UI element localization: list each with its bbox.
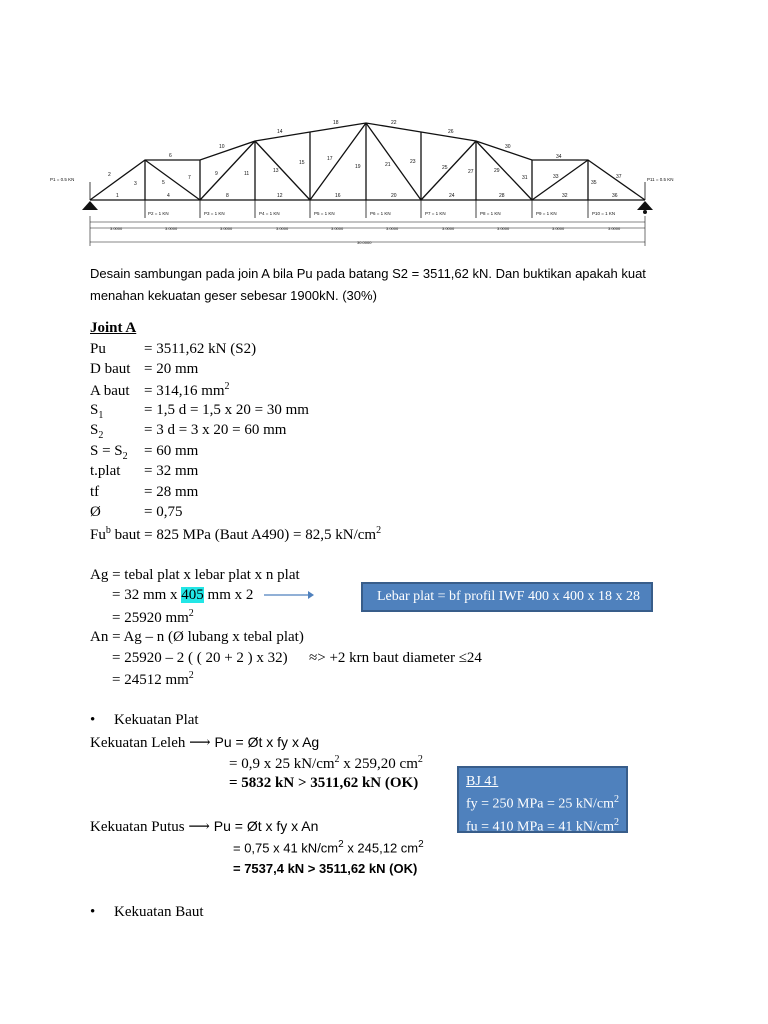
support-left	[82, 201, 98, 210]
row-a-baut	[90, 381, 230, 400]
support-right	[637, 201, 653, 210]
dimension-label: 3.0000	[442, 226, 455, 231]
load-label: P8 = 1 KN	[480, 211, 501, 216]
phi-value: = 0,75	[144, 504, 183, 520]
tf-value: = 28 mm	[144, 484, 199, 500]
bullet-kekuatan-plat	[90, 712, 199, 729]
s2-sub: 2	[98, 430, 104, 441]
row-d-baut	[90, 361, 198, 378]
bullet-icon: •	[90, 904, 96, 920]
row-phi	[90, 504, 182, 521]
member-label: 8	[226, 193, 229, 199]
member-label: 28	[499, 193, 505, 199]
d-baut-label: D baut	[90, 361, 131, 377]
s-label: S = S	[90, 443, 123, 459]
load-label: P9 = 1 KN	[536, 211, 557, 216]
member-label: 11	[244, 171, 250, 177]
load-label: P3 = 1 KN	[204, 211, 225, 216]
s-value: = 60 mm	[144, 443, 199, 459]
dimension-label: 3.0000	[552, 226, 565, 231]
member-label: 30	[505, 144, 511, 150]
member-label: 10	[219, 144, 225, 150]
member-label: 4	[167, 193, 170, 199]
intro-line-2: menahan kekuatan geser sebesar 1900kN. (30%)	[90, 288, 377, 303]
member-label: 3	[134, 181, 137, 187]
leleh-label: Kekuatan Leleh	[90, 735, 190, 751]
leleh-arrow-icon: ⟶	[189, 735, 211, 751]
pu-label: Pu	[90, 341, 106, 357]
fub-sup: b	[105, 525, 111, 536]
row-s	[90, 443, 198, 462]
load-label: P5 = 1 KN	[314, 211, 335, 216]
tf-label: tf	[90, 484, 100, 500]
tplat-value: = 32 mm	[144, 463, 199, 479]
dimension-label: 3.0000	[220, 226, 233, 231]
phi-label: Ø	[90, 504, 101, 520]
leleh-l2a: = 0,9 x 25 kN/cm	[229, 756, 335, 772]
bullet-kekuatan-plat-text: Kekuatan Plat	[114, 712, 199, 728]
fub-sup2: 2	[376, 525, 382, 536]
ag-line-3-sup: 2	[188, 608, 194, 619]
putus-l2sup: 2	[338, 839, 344, 850]
bj41-box	[457, 766, 628, 833]
ag-line-2b: mm x 2	[203, 587, 254, 603]
leleh-line-1	[90, 733, 319, 752]
leleh-l2sup: 2	[334, 754, 340, 765]
putus-formula: Pu = Øt x fy x An	[209, 818, 319, 834]
member-label: 23	[410, 159, 416, 165]
s2-label: S	[90, 422, 99, 438]
member-label: 26	[448, 129, 454, 135]
member-label: 6	[169, 153, 172, 159]
lebar-plat-box	[361, 582, 653, 612]
an-line-3	[112, 670, 194, 689]
a-baut-label: A baut	[90, 383, 130, 399]
row-s2	[90, 422, 286, 441]
dimension-label: 3.0000	[165, 226, 178, 231]
fub-b: baut = 825 MPa (Baut A490) = 82,5 kN/cm	[110, 527, 377, 543]
s1-label: S	[90, 402, 99, 418]
member-label: 29	[494, 168, 500, 174]
an-line-3-text: = 24512 mm	[112, 672, 189, 688]
bj41-fu-text: fu = 410 MPa = 41 kN/cm	[466, 819, 615, 835]
an-line-1: An = Ag – n (Ø lubang x tebal plat)	[90, 629, 304, 645]
s2-value: = 3 d = 3 x 20 = 60 mm	[144, 422, 287, 438]
member-label: 34	[556, 154, 562, 160]
leleh-result: = 5832 kN > 3511,62 kN (OK)	[229, 775, 419, 791]
dimension-label: 3.0000	[110, 226, 123, 231]
joint-title: Joint A	[90, 320, 137, 336]
row-s1	[90, 402, 309, 421]
member-label: 31	[522, 175, 528, 181]
member-label: 1	[116, 193, 119, 199]
an-note: ≈> +2 krn baut diameter ≤24	[309, 650, 482, 666]
row-tf	[90, 484, 198, 501]
truss-members	[90, 123, 645, 200]
dimension-label: 3.0000	[608, 226, 621, 231]
s1-sub: 1	[98, 410, 104, 421]
putus-l2b: x 245,12 cm	[343, 840, 419, 856]
row-pu	[90, 341, 256, 358]
putus-line-1	[90, 817, 318, 836]
member-label: 2	[108, 172, 111, 178]
member-label: 33	[553, 174, 559, 180]
load-label: P7 = 1 KN	[425, 211, 446, 216]
dimension-label: 3.0000	[497, 226, 510, 231]
s1-value: = 1,5 d = 1,5 x 20 = 30 mm	[144, 402, 309, 418]
bj41-fy-sup: 2	[614, 794, 620, 805]
load-label: P10 = 1 KN	[592, 211, 616, 216]
d-baut-value: = 20 mm	[144, 361, 199, 377]
member-label: 14	[277, 129, 283, 135]
putus-l2a: = 0,75 x 41 kN/cm	[233, 840, 339, 856]
putus-label: Kekuatan Putus	[90, 819, 189, 835]
lebar-plat-text: Lebar plat = bf profil IWF 400 x 400 x 18 x 28	[377, 589, 640, 604]
load-label: P11 = 0.5 KN	[647, 177, 674, 182]
member-label: 35	[591, 180, 597, 186]
member-label: 17	[327, 156, 333, 162]
leleh-l2b: x 259,20 cm	[339, 756, 418, 772]
putus-result: = 7537,4 kN > 3511,62 kN (OK)	[233, 861, 418, 876]
ag-line-2	[112, 587, 253, 604]
putus-l2sup2: 2	[418, 839, 424, 850]
member-label: 24	[449, 193, 455, 199]
member-label: 22	[391, 120, 397, 126]
leleh-l2sup2: 2	[417, 754, 423, 765]
ag-line-3-text: = 25920 mm	[112, 610, 189, 626]
fub-a: Fu	[90, 527, 106, 543]
dimension-label: 3.0000	[276, 226, 289, 231]
s-sub: 2	[122, 451, 128, 462]
member-label: 25	[442, 165, 448, 171]
pu-value: = 3511,62 kN (S2)	[144, 341, 257, 357]
leleh-formula: Pu = Øt x fy x Ag	[210, 734, 320, 750]
member-label: 5	[162, 180, 165, 186]
bullet-kekuatan-baut-text: Kekuatan Baut	[114, 904, 204, 920]
member-label: 32	[562, 193, 568, 199]
bj41-title: BJ 41	[466, 774, 499, 789]
ag-line-1: Ag = tebal plat x lebar plat x n plat	[90, 567, 300, 583]
arrow-icon	[264, 589, 314, 601]
ag-highlight-405: 405	[181, 587, 204, 603]
bj41-fy-text: fy = 250 MPa = 25 kN/cm	[466, 796, 615, 812]
member-label: 13	[273, 168, 279, 174]
member-label: 7	[188, 175, 191, 181]
member-label: 9	[215, 171, 218, 177]
row-tplat	[90, 463, 198, 480]
load-label: P6 = 1 KN	[370, 211, 391, 216]
load-labels	[50, 177, 674, 216]
member-label: 18	[333, 120, 339, 126]
intro-line-1: Desain sambungan pada join A bila Pu pada batang S2 = 3511,62 kN. Dan buktikan apakah kuat	[90, 266, 646, 281]
leleh-line-2	[229, 754, 423, 773]
a-baut-sup: 2	[224, 381, 230, 392]
dimension-label: 3.0000	[386, 226, 399, 231]
row-fub	[90, 525, 381, 544]
putus-arrow-icon: ⟶	[188, 819, 210, 835]
bullet-icon: •	[90, 712, 96, 728]
bullet-kekuatan-baut	[90, 904, 204, 921]
member-label: 20	[391, 193, 397, 199]
tplat-label: t.plat	[90, 463, 121, 479]
ag-line-3	[112, 608, 194, 627]
an-line-2: = 25920 – 2 ( ( 20 + 2 ) x 32)	[112, 650, 288, 666]
bj41-fu	[466, 814, 626, 837]
member-label: 12	[277, 193, 283, 199]
putus-line-2	[233, 839, 424, 855]
an-line-3-sup: 2	[188, 670, 194, 681]
truss-diagram	[0, 0, 768, 250]
load-label: P4 = 1 KN	[259, 211, 280, 216]
load-label: P1 = 0.5 KN	[50, 177, 75, 182]
member-label: 27	[468, 169, 474, 175]
load-label: P2 = 1 KN	[148, 211, 169, 216]
member-label: 37	[616, 174, 622, 180]
member-label: 15	[299, 160, 305, 166]
ag-line-2a: = 32 mm x	[112, 587, 182, 603]
bj41-fu-sup: 2	[614, 816, 620, 828]
member-label: 19	[355, 164, 361, 170]
dimension-label: 3.0000	[331, 226, 344, 231]
member-label: 21	[385, 162, 391, 168]
member-label: 16	[335, 193, 341, 199]
dimension-total: 30.0000	[357, 240, 372, 245]
a-baut-value: = 314,16 mm	[144, 383, 225, 399]
member-label: 36	[612, 193, 618, 199]
bj41-fy	[466, 791, 626, 814]
